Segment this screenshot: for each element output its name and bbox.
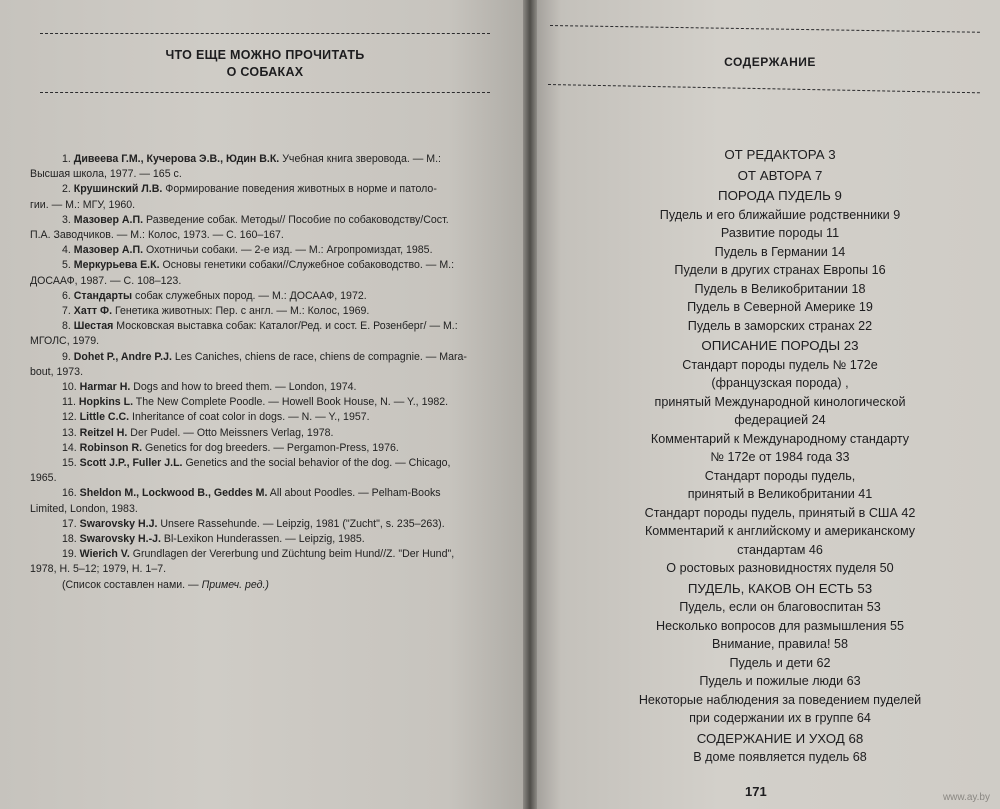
toc-entry: Внимание, правила! 58 [712, 637, 848, 651]
entry-text: Genetics and the social behavior of the dog. — Chicago, [182, 457, 451, 470]
entry-continuation: ДОСААФ, 1987. — С. 108–123. [30, 274, 182, 287]
bibliography-entry-line [62, 258, 510, 273]
entry-number: 1. [62, 153, 74, 165]
entry-number: 13. [62, 426, 80, 439]
entry-text: собак служебных пород. — М.: ДОСААФ, 1972. [132, 289, 367, 302]
entry-text: The New Complete Poodle. — Howell Book House, N. — Y., 1982. [133, 396, 449, 409]
toc-entry: при содержании их в группе 64 [689, 711, 871, 725]
toc-entry: Пудель и пожилые люди 63 [699, 674, 861, 688]
entry-author: Reitzel H. [79, 426, 128, 439]
entry-number: 7. [62, 305, 74, 318]
page-number: 171 [745, 784, 767, 799]
bibliography-entry [30, 547, 510, 577]
bibliography-entry [62, 289, 510, 304]
bibliography-list [30, 152, 510, 593]
toc-section: СОДЕРЖАНИЕ И УХОД 68 [696, 730, 864, 746]
entry-text: Genetics for dog breeders. — Pergamon-Press, 1976. [142, 441, 399, 454]
editor-note [62, 578, 510, 593]
toc-entry: В доме появляется пудель 68 [693, 750, 867, 764]
toc-entry: Комментарий к английскому и американскому [644, 524, 916, 538]
entry-number: 19. [62, 548, 80, 561]
entry-text: Bl-Lexikon Hunderassen. — Leipzig, 1985. [160, 533, 365, 546]
entry-number: 16. [62, 487, 80, 500]
bibliography-entry [62, 380, 510, 395]
entry-number: 6. [62, 289, 74, 302]
entry-text: Охотничьи собаки. — 2-е изд. — М.: Агропромиздат, 1985. [143, 244, 433, 257]
entry-number: 2. [62, 183, 74, 196]
bibliography-entry-line [62, 486, 510, 501]
bibliography-entry [30, 152, 510, 182]
entry-text: Inheritance of coat color in dogs. — N. — Y., 1957. [129, 411, 370, 424]
entry-number: 8. [62, 320, 74, 333]
entry-continuation: 1965. [30, 472, 57, 485]
toc-entry: федерацией 24 [734, 413, 826, 427]
entry-continuation: гии. — М.: МГУ, 1960. [30, 198, 136, 211]
bibliography-entry-line [62, 152, 510, 167]
entry-text: Разведение собак. Методы// Пособие по собаководству/Сост. [143, 213, 449, 226]
left-bottom-divider [40, 92, 490, 93]
bibliography-entry [30, 213, 510, 243]
entry-author: Крушинский Л.В. [73, 183, 163, 196]
toc-entry: Пудель, если он благовоспитан 53 [679, 600, 881, 614]
entry-author: Меркурьева Е.К. [73, 259, 160, 272]
entry-number: 15. [62, 457, 80, 470]
toc-entry: принятый в Великобритании 41 [687, 487, 873, 501]
bibliography-entry-line [62, 410, 510, 425]
entry-author: Wierich V. [79, 548, 130, 561]
entry-author: Swarovsky H.-J. [79, 533, 161, 546]
toc-entry: № 172е от 1984 года 33 [710, 450, 850, 464]
entry-number: 5. [62, 259, 74, 272]
entry-number: 12. [62, 411, 80, 424]
bibliography-entry [62, 532, 510, 547]
toc-entry: Стандарт породы пудель, принятый в США 42 [644, 505, 916, 520]
toc-section: ОПИСАНИЕ ПОРОДЫ 23 [701, 338, 859, 353]
toc-entry: Пудель и его ближайшие родственники 9 [659, 207, 901, 222]
bibliography-entry-line [62, 547, 510, 562]
entry-text: Московская выставка собак: Каталог/Ред. и сост. Е. Розенберг/ — М.: [113, 320, 458, 333]
bibliography-entry [62, 395, 510, 410]
bibliography-entry [30, 258, 510, 288]
entry-text: Формирование поведения животных в норме и патоло- [162, 183, 437, 196]
toc-entry: (французская порода) , [711, 376, 849, 390]
bibliography-entry-line [62, 182, 510, 197]
entry-author: Мазовер А.П. [73, 213, 144, 226]
toc-entry: Пудель в Германии 14 [714, 244, 846, 259]
bibliography-entry-line [62, 532, 510, 547]
entry-author: Dohet P., Andre P.J. [73, 350, 172, 363]
toc-section: ПУДЕЛЬ, КАКОВ ОН ЕСТЬ 53 [687, 580, 873, 596]
entry-continuation: bout, 1973. [30, 365, 84, 378]
toc-entry: О ростовых разновидностях пуделя 50 [666, 561, 894, 575]
table-of-contents [585, 144, 975, 767]
entry-text: Grundlagen der Vererbung und Züchtung beim Hund//Z. "Der Hund", [129, 548, 455, 561]
watermark: www.ay.by [942, 792, 990, 803]
toc-entry: Пудель в Великобритании 18 [694, 281, 866, 296]
entry-continuation: Limited, London, 1983. [30, 502, 138, 515]
entry-number: 10. [62, 381, 80, 394]
entry-text: Основы генетики собаки//Служебное собаководство. — М.: [159, 259, 455, 272]
bibliography-entry [62, 426, 510, 441]
entry-author: Шестая [73, 320, 114, 333]
bibliography-entry-line [62, 380, 510, 395]
bibliography-entry [30, 456, 510, 486]
toc-entry: Развитие породы 11 [720, 226, 840, 240]
entry-continuation: П.А. Заводчиков. — М.: Колос, 1973. — С. 160–167. [30, 229, 284, 242]
entry-author: Swarovsky H.J. [79, 517, 158, 530]
toc-entry: принятый Международной кинологической [654, 394, 906, 409]
entry-number: 11. [62, 396, 79, 409]
bibliography-entry-line [62, 213, 510, 228]
bibliography-entry-line [62, 319, 510, 334]
entry-author: Дивеева Г.М., Кучерова Э.В., Юдин В.К. [73, 153, 280, 165]
entry-text: Les Caniches, chiens de race, chiens de compagnie. — Mara- [171, 350, 467, 363]
bibliography-entry [62, 441, 510, 456]
toc-entry: Несколько вопросов для размышления 55 [656, 618, 904, 633]
title-line-2: О СОБАКАХ [226, 65, 304, 79]
bibliography-entry-line [62, 426, 510, 441]
bibliography-entry [62, 517, 510, 532]
entry-author: Стандарты [73, 289, 133, 302]
bibliography-entry [30, 486, 510, 516]
toc-entry: Комментарий к Международному стандарту [650, 431, 910, 446]
bibliography-entry-line [62, 289, 510, 304]
bibliography-entry-line [62, 395, 510, 410]
entry-author: Harmar H. [79, 381, 131, 394]
bibliography-entry-line [62, 304, 510, 319]
entry-number: 17. [62, 517, 80, 530]
toc-section: ОТ АВТОРА 7 [737, 167, 823, 183]
entry-text: Unsere Rassehunde. — Leipzig, 1981 ("Zucht", s. 235–263). [157, 517, 445, 530]
bibliography-entry [30, 319, 510, 349]
entry-number: 18. [62, 533, 80, 546]
toc-entry: Пудели в других странах Европы 16 [674, 263, 886, 277]
toc-entry: стандартам 46 [737, 542, 823, 557]
entry-text: All about Poodles. — Pelham-Books [267, 487, 441, 500]
editor-note-italic: Примеч. ред.) [201, 578, 269, 591]
bibliography-entry [30, 350, 510, 380]
toc-entry: Пудель и дети 62 [729, 655, 831, 670]
editor-note-text: (Список составлен нами. — [62, 578, 202, 591]
entry-text: Der Pudel. — Otto Meissners Verlag, 1978. [127, 426, 334, 439]
toc-entry: Некоторые наблюдения за поведением пуделей [638, 692, 922, 707]
entry-author: Sheldon M., Lockwood B., Geddes M. [79, 487, 268, 500]
bibliography-entry-line [62, 441, 510, 456]
title-line-1: ЧТО ЕЩЕ МОЖНО ПРОЧИТАТЬ [165, 48, 365, 62]
bibliography-entry [62, 410, 510, 425]
entry-continuation: МГОЛС, 1979. [30, 335, 100, 348]
entry-text: Dogs and how to breed them. — London, 1974. [130, 381, 357, 394]
entry-author: Мазовер А.П. [73, 244, 144, 257]
entry-number: 4. [62, 244, 74, 257]
entry-text: Генетика животных: Пер. с англ. — М.: Колос, 1969. [112, 305, 370, 318]
entry-author: Little C.C. [79, 411, 130, 424]
toc-entry: Пудель в заморских странах 22 [687, 318, 873, 333]
reading-list-title [40, 47, 490, 81]
book-gutter [523, 0, 537, 809]
toc-entry: Стандарт породы пудель № 172е [682, 357, 878, 372]
toc-entry: Пудель в Северной Америке 19 [687, 300, 873, 314]
bibliography-entry [30, 182, 510, 212]
left-top-divider [40, 33, 490, 34]
entry-continuation: Высшая школа, 1977. — 165 с. [30, 168, 182, 181]
entry-author: Scott J.P., Fuller J.L. [79, 457, 183, 470]
bibliography-entry-line [62, 456, 510, 471]
entry-number: 14. [62, 441, 80, 454]
entry-continuation: 1978, H. 5–12; 1979, H. 1–7. [30, 563, 167, 576]
toc-section: ПОРОДА ПУДЕЛЬ 9 [718, 188, 842, 203]
bibliography-entry [62, 304, 510, 319]
toc-section: ОТ РЕДАКТОРА 3 [724, 147, 836, 162]
entry-text: Учебная книга зверовода. — М.: [279, 153, 441, 165]
entry-author: Hopkins L. [78, 396, 134, 409]
bibliography-entry-line [62, 350, 510, 365]
entry-number: 3. [62, 213, 74, 226]
contents-title: СОДЕРЖАНИЕ [724, 55, 816, 69]
entry-author: Robinson R. [79, 441, 143, 454]
bibliography-entry-line [62, 517, 510, 532]
entry-author: Хатт Ф. [73, 305, 113, 318]
entry-number: 9. [62, 350, 74, 363]
bibliography-entry [62, 243, 510, 258]
bibliography-entry-line [62, 243, 510, 258]
toc-entry: Стандарт породы пудель, [704, 468, 856, 483]
